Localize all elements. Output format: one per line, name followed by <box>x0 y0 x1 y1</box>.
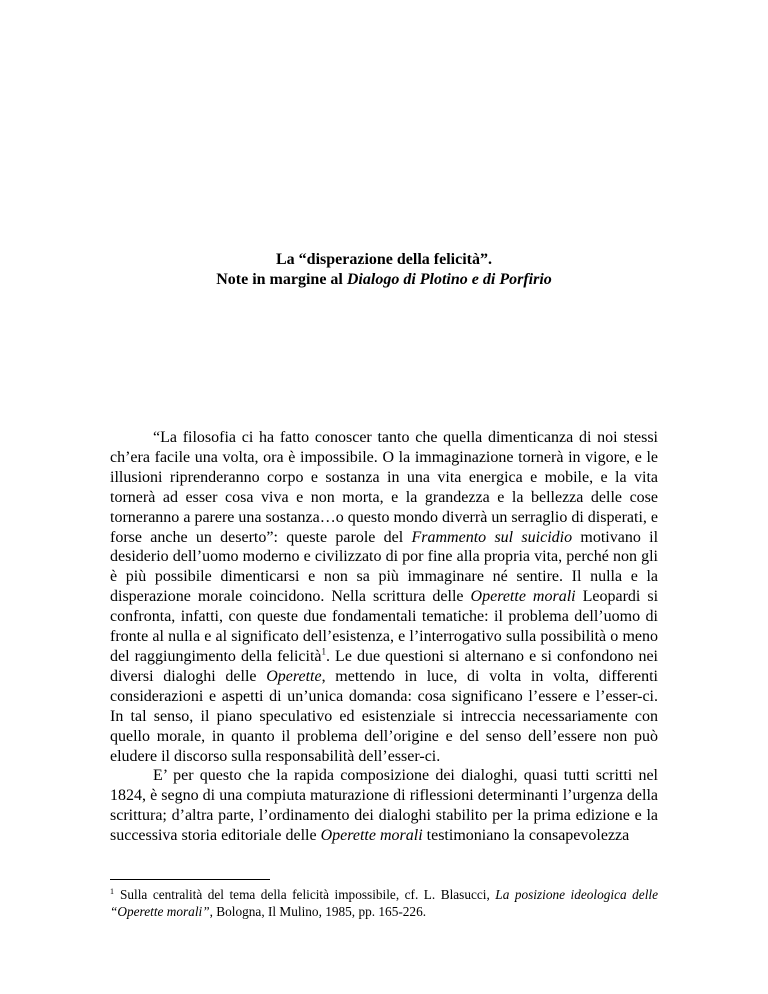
footnote-separator <box>110 879 270 880</box>
footnote-text: Sulla centralità del tema della felicità impossibile, cf. L. Blasucci, <box>120 887 496 902</box>
paragraph-1 <box>110 428 658 766</box>
title-line-2-italic: Dialogo di Plotino e di Porfirio <box>346 271 552 288</box>
paragraph-1-italic-3: Operette <box>266 667 322 685</box>
title-line-2 <box>110 270 658 290</box>
footnote-1 <box>110 886 658 920</box>
footnote-italic: La posizione ideologica delle “Operette morali” <box>110 887 658 919</box>
paragraph-2-seg-1: E’ per questo che la rapida composizione dei dialoghi, quasi tutti scritti nel 1824, è segno di una compiuta maturazione di riflessioni determinanti l’urgenza della scrittura; d’altra parte, l’ordinamento dei dialoghi stabilito per la prima edizione e la successiva storia editoriale delle <box>110 767 658 845</box>
paragraph-1-seg-4: . Le due questioni si alternano e si confondono nei diversi dialoghi delle <box>110 647 658 685</box>
paragraph-1-italic-2: Operette morali <box>470 588 576 606</box>
paragraph-1-seg-2: motivano il desiderio dell’uomo moderno e civilizzato di por fine alla propria vita, perché non gli è più possibile dimenticarsi e non sa più immaginare né sentire. Il nulla e la disperazione morale coincidono. Nella scrittura delle <box>110 528 659 606</box>
footnote-tail: , Bologna, Il Mulino, 1985, pp. 165-226. <box>209 904 427 919</box>
paragraph-1-seg-5: , mettendo in luce, di volta in volta, differenti considerazioni e aspetti di un’unica domanda: cosa significano l’essere e l’esser-ci. In tal senso, il piano speculativo ed esistenziale si intreccia necessariamente con quello morale, in quanto il problema dell’origine e del senso dell’essere non può eludere il discorso sulla responsabilità dell’esser-ci. <box>110 667 658 765</box>
paragraph-2 <box>110 766 658 846</box>
paragraph-1-italic-1: Frammento sul suicidio <box>411 528 573 546</box>
body-text <box>110 428 658 846</box>
title-line-2-prefix: Note in margine al <box>216 271 347 288</box>
paragraph-2-seg-2: testimoniano la consapevolezza <box>422 827 630 845</box>
footnote-number: 1 <box>110 886 114 896</box>
paragraph-1-seg-3: Leopardi si confronta, infatti, con queste due fondamentali tematiche: il problema dell’uomo di fronte al nulla e al significato dell’esistenza, e l’interrogativo sulla possibilità o meno del raggiungimento della felicità <box>110 588 659 665</box>
article-title <box>110 250 658 290</box>
title-line-1: La “disperazione della felicità”. <box>276 251 492 268</box>
paragraph-2-italic-1: Operette morali <box>320 827 423 845</box>
footnote-reference[interactable]: 1 <box>321 646 326 657</box>
paragraph-1-seg-1: “La filosofia ci ha fatto conoscer tanto che quella dimenticanza di noi stessi ch’era facile una volta, ora è impossibile. O la immaginazione tornerà in vigore, e le illusioni riprenderanno corpo e sostanza in una vita energica e mobile, e la vita tornerà ad esser cosa viva e non morta, e la grandezza e la bellezza delle cose torneranno a parere una sostanza…o questo mondo diverrà un serraglio di disperati, e forse anche un deserto”: queste parole del <box>110 429 658 546</box>
